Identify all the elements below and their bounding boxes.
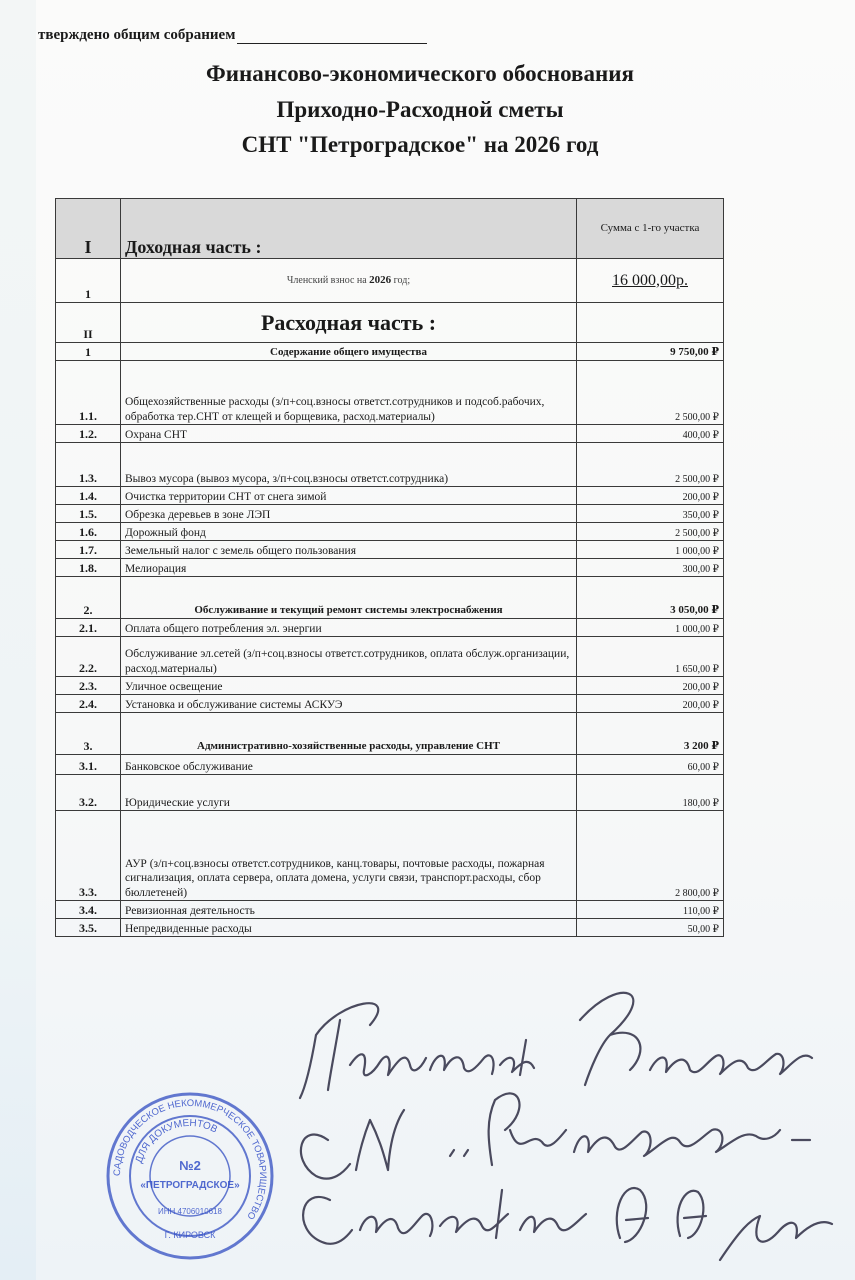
svg-text:ДЛЯ ДОКУМЕНТОВ	[134, 1118, 220, 1165]
stamp-inner-text: ДЛЯ ДОКУМЕНТОВ	[133, 1117, 220, 1165]
approval-blank	[237, 29, 427, 44]
item-number: 1.2.	[56, 425, 121, 443]
expense-item-row	[56, 901, 724, 919]
item-description: АУР (з/п+соц.взносы ответст.сотрудников, канц.товары, почтовые расходы, пожарная сигнализация, оплата сервера, оплата домена, услуги связи, транспорт.расходы, сбор бюллетеней)	[121, 811, 577, 901]
item-number: 2.3.	[56, 677, 121, 695]
item-number: 3.2.	[56, 775, 121, 811]
fee-amount: 16 000,00р.	[577, 259, 724, 303]
item-amount: 200,00 ₽	[577, 487, 724, 505]
income-title-cell	[121, 199, 577, 259]
item-description: Уличное освещение	[121, 677, 577, 695]
expense-item-row	[56, 677, 724, 695]
item-description: Земельный налог с земель общего пользования	[121, 541, 577, 559]
handwritten-signature	[280, 980, 840, 1270]
expense-item-row	[56, 443, 724, 487]
expense-roman: II	[56, 303, 121, 343]
item-amount: 110,00 ₽	[577, 901, 724, 919]
stamp-inn: ИНН 4706010618	[157, 1207, 223, 1216]
title-line-2: Приходно-Расходной сметы	[276, 96, 564, 122]
item-amount: 400,00 ₽	[577, 425, 724, 443]
item-description: Общехозяйственные расходы (з/п+соц.взносы ответст.сотрудников и подсоб.рабочих, обработка тер.СНТ от клещей и борщевика, расход.материалы)	[121, 361, 577, 425]
item-description: Вывоз мусора (вывоз мусора, з/п+соц.взносы ответст.сотрудника)	[121, 443, 577, 487]
item-number: 1.4.	[56, 487, 121, 505]
item-amount: 1 000,00 ₽	[577, 541, 724, 559]
item-number: 2.4.	[56, 695, 121, 713]
item-amount: 300,00 ₽	[577, 559, 724, 577]
section-title: Административно-хозяйственные расходы, управление СНТ	[121, 713, 577, 755]
item-description: Обрезка деревьев в зоне ЛЭП	[121, 505, 577, 523]
item-description: Банковское обслуживание	[121, 755, 577, 775]
expense-empty-cell	[577, 303, 724, 343]
stamp-number: №2	[179, 1158, 201, 1173]
item-amount: 350,00 ₽	[577, 505, 724, 523]
item-number: 1.8.	[56, 559, 121, 577]
expense-item-row	[56, 811, 724, 901]
expense-item-row	[56, 919, 724, 937]
item-description: Обслуживание эл.сетей (з/п+соц.взносы ответст.сотрудников, оплата обслуж.организации, расход.материалы)	[121, 637, 577, 677]
fee-label	[121, 259, 577, 303]
section-total: 3 200 ₽	[577, 713, 724, 755]
item-amount: 2 500,00 ₽	[577, 523, 724, 541]
section-title: Обслуживание и текущий ремонт системы электроснабжения	[121, 577, 577, 619]
fee-row-number: 1	[56, 259, 121, 303]
item-amount: 50,00 ₽	[577, 919, 724, 937]
item-description: Ревизионная деятельность	[121, 901, 577, 919]
item-number: 2.2.	[56, 637, 121, 677]
approval-text: тверждено общим собранием	[38, 27, 236, 43]
expense-item-row	[56, 361, 724, 425]
section-row	[56, 577, 724, 619]
expense-item-row	[56, 755, 724, 775]
item-amount: 2 800,00 ₽	[577, 811, 724, 901]
section-total: 9 750,00 ₽	[577, 343, 724, 361]
item-description: Охрана СНТ	[121, 425, 577, 443]
section-total: 3 050,00 ₽	[577, 577, 724, 619]
item-description: Установка и обслуживание системы АСКУЭ	[121, 695, 577, 713]
item-number: 3.3.	[56, 811, 121, 901]
expense-item-row	[56, 425, 724, 443]
item-amount: 200,00 ₽	[577, 677, 724, 695]
sum-header: Сумма с 1-го участка	[577, 199, 724, 259]
section-title: Содержание общего имущества	[121, 343, 577, 361]
expense-item-row	[56, 619, 724, 637]
section-number: 1	[56, 343, 121, 361]
stamp-name: «ПЕТРОГРАДСКОЕ»	[140, 1180, 240, 1191]
item-amount: 1 000,00 ₽	[577, 619, 724, 637]
income-header-row	[56, 199, 724, 259]
item-amount: 60,00 ₽	[577, 755, 724, 775]
item-amount: 2 500,00 ₽	[577, 443, 724, 487]
expense-header-row	[56, 303, 724, 343]
organization-stamp	[104, 1090, 276, 1262]
title-line-3: СНТ "Петроградское" на 2026 год	[241, 132, 599, 158]
section-number: 2.	[56, 577, 121, 619]
fee-suffix: год;	[393, 274, 411, 286]
stamp-city: Г. КИРОВСК	[164, 1230, 216, 1240]
item-number: 1.7.	[56, 541, 121, 559]
item-amount: 200,00 ₽	[577, 695, 724, 713]
item-amount: 180,00 ₽	[577, 775, 724, 811]
item-description: Оплата общего потребления эл. энергии	[121, 619, 577, 637]
expense-item-row	[56, 487, 724, 505]
budget-table	[55, 198, 724, 937]
section-row	[56, 343, 724, 361]
item-number: 3.1.	[56, 755, 121, 775]
fee-label-text: Членский взнос на	[286, 274, 367, 286]
income-roman: I	[56, 199, 121, 259]
expense-item-row	[56, 775, 724, 811]
item-number: 2.1.	[56, 619, 121, 637]
item-number: 1.5.	[56, 505, 121, 523]
expense-item-row	[56, 695, 724, 713]
income-title: Доходная часть :	[125, 236, 262, 257]
stamp-outer-text: САДОВОДЧЕСКОЕ НЕКОММЕРЧЕСКОЕ ТОВАРИЩЕСТВО	[111, 1097, 269, 1222]
item-number: 1.1.	[56, 361, 121, 425]
item-description: Очистка территории СНТ от снега зимой	[121, 487, 577, 505]
approval-line	[38, 27, 427, 44]
item-amount: 2 500,00 ₽	[577, 361, 724, 425]
expense-item-row	[56, 523, 724, 541]
section-number: 3.	[56, 713, 121, 755]
item-description: Дорожный фонд	[121, 523, 577, 541]
fee-year: 2026	[369, 273, 392, 286]
expense-title: Расходная часть :	[121, 303, 577, 343]
item-number: 1.3.	[56, 443, 121, 487]
item-description: Непредвиденные расходы	[121, 919, 577, 937]
title-line-1: Финансово-экономического обоснования	[206, 61, 634, 86]
item-description: Мелиорация	[121, 559, 577, 577]
item-number: 3.4.	[56, 901, 121, 919]
item-number: 1.6.	[56, 523, 121, 541]
document-title	[60, 56, 780, 163]
item-description: Юридические услуги	[121, 775, 577, 811]
item-number: 3.5.	[56, 919, 121, 937]
expense-item-row	[56, 541, 724, 559]
expense-item-row	[56, 559, 724, 577]
item-amount: 1 650,00 ₽	[577, 637, 724, 677]
section-row	[56, 713, 724, 755]
expense-item-row	[56, 637, 724, 677]
fee-row	[56, 259, 724, 303]
expense-item-row	[56, 505, 724, 523]
